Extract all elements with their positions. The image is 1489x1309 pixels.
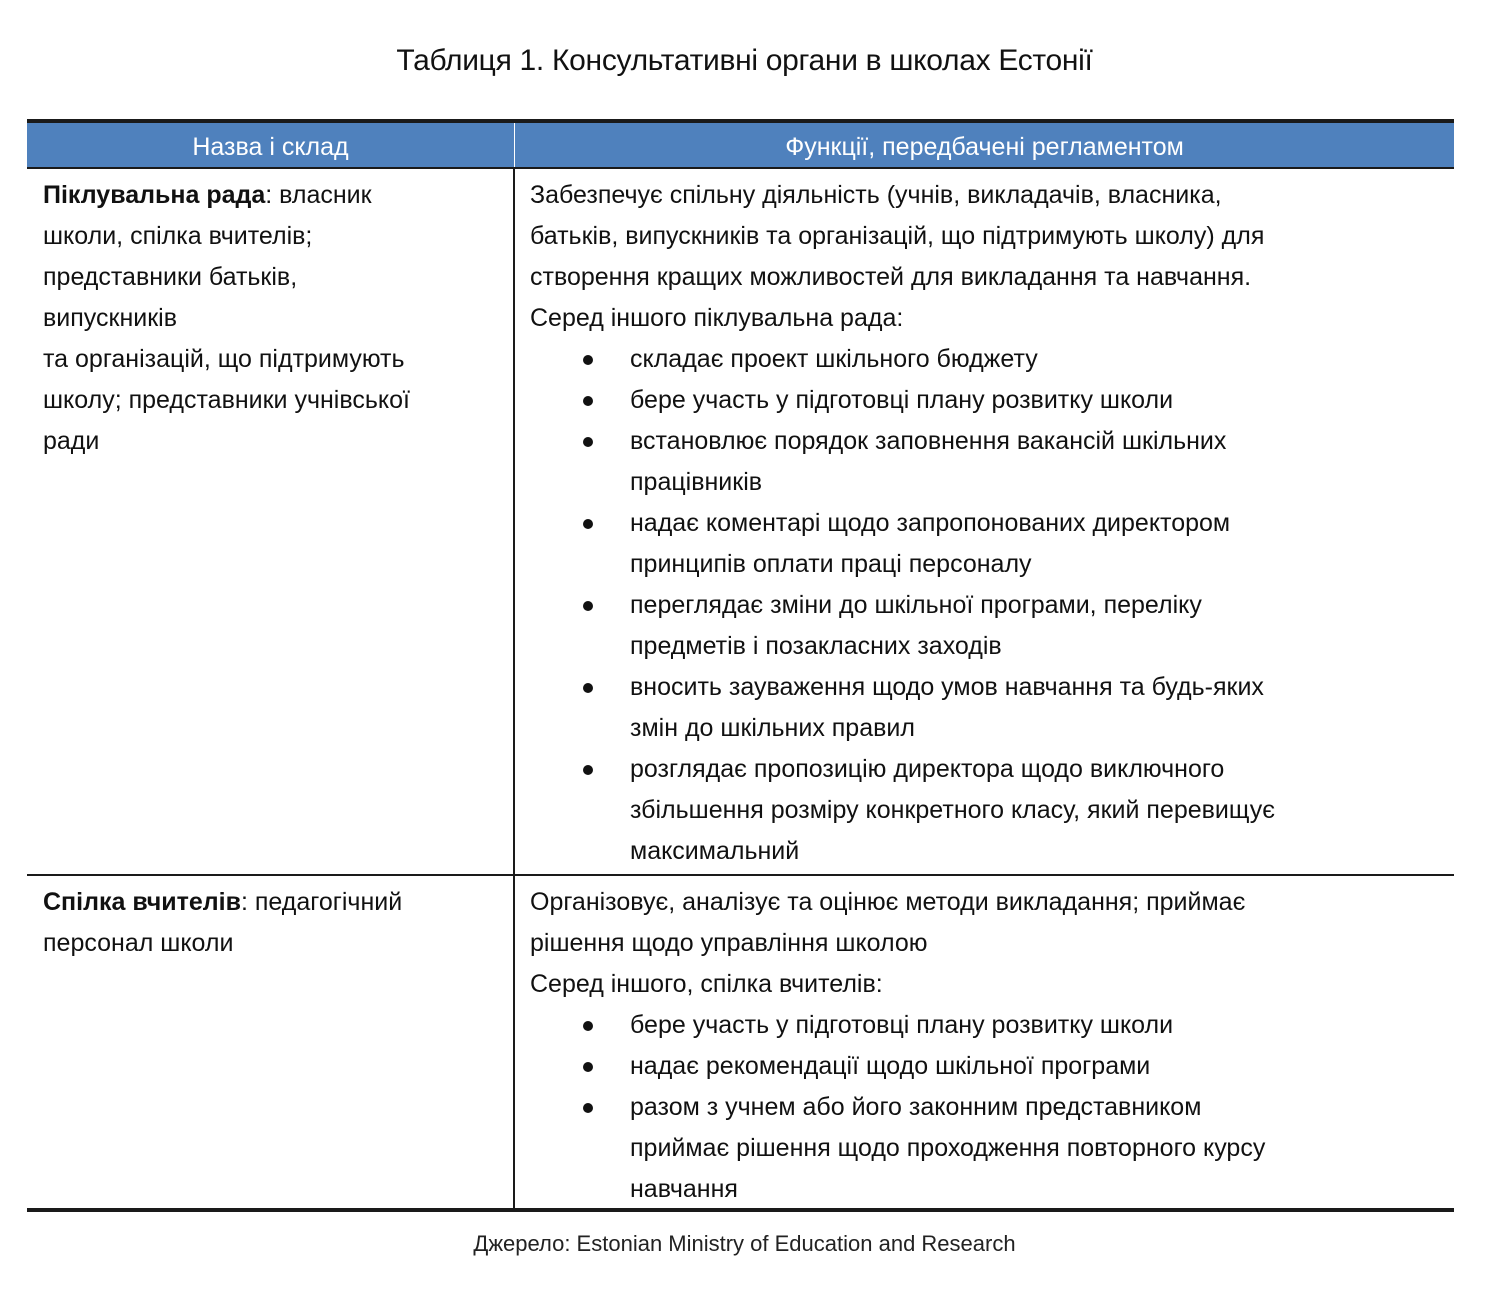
bullet-text: предметів і позакласних заходів (630, 632, 1002, 660)
consultative-bodies-table (27, 119, 1454, 1212)
bullet-icon (583, 1062, 593, 1072)
bullet-text: змін до шкільних правил (630, 714, 915, 742)
composition-line: школу; представники учнівської (43, 386, 410, 414)
row-functions-cell (515, 876, 1454, 1208)
bullet-item (530, 749, 1442, 872)
bullet-text: бере участь у підготовці плану розвитку школи (630, 386, 1174, 414)
composition-line: та організацій, що підтримують (43, 345, 405, 373)
row-functions-cell (515, 169, 1454, 874)
composition-line: школи, спілка вчителів; (43, 222, 313, 250)
name-first-line (43, 882, 503, 923)
bullet-icon (583, 396, 593, 406)
bullet-text: встановлює порядок заповнення вакансій шкільних (630, 427, 1227, 455)
bullet-icon (583, 601, 593, 611)
functions-intro-line: Забезпечує спільну діяльність (учнів, викладачів, власника, (530, 181, 1222, 209)
bullet-icon (583, 437, 593, 447)
composition-text: : педагогічний (241, 888, 403, 916)
header-name-composition: Назва і склад (27, 123, 515, 167)
bullet-text: разом з учнем або його законним представником (630, 1093, 1202, 1121)
bullet-text: навчання (630, 1175, 738, 1203)
composition-text: : власник (265, 181, 372, 209)
row-name-cell (27, 876, 515, 1208)
bullet-item (530, 503, 1442, 585)
functions-bullet-list (530, 339, 1442, 872)
composition-line: представники батьків, (43, 263, 298, 291)
bullet-item (530, 1005, 1442, 1046)
table-title: Таблиця 1. Консультативні органи в школах Естонії (396, 44, 1093, 77)
bullet-item (530, 421, 1442, 503)
composition-line: персонал школи (43, 929, 234, 957)
name-first-line (43, 175, 503, 216)
body-name: Спілка вчителів (43, 888, 241, 916)
bullet-text: надає рекомендації щодо шкільної програми (630, 1052, 1151, 1080)
source-note: Джерело: Estonian Ministry of Education and Research (473, 1231, 1016, 1256)
functions-intro-line: Серед іншого, спілка вчителів: (530, 970, 883, 998)
bullet-icon (583, 355, 593, 365)
table-header-row (27, 123, 1454, 169)
bullet-text: максимальний (630, 837, 800, 865)
bullet-text: розглядає пропозицію директора щодо виключного (630, 755, 1225, 783)
composition-line: випускників (43, 304, 177, 332)
bullet-item (530, 667, 1442, 749)
bullet-text: складає проект шкільного бюджету (630, 345, 1038, 373)
functions-intro-line: рішення щодо управління школою (530, 929, 928, 957)
bullet-text: надає коментарі щодо запропонованих директором (630, 509, 1231, 537)
functions-intro-line: батьків, випускників та організацій, що підтримують школу) для (530, 222, 1265, 250)
header-functions: Функції, передбачені регламентом (785, 132, 1184, 161)
bullet-text: працівників (630, 468, 763, 496)
functions-intro-line: Серед іншого піклувальна рада: (530, 304, 904, 332)
body-name: Піклувальна рада (43, 181, 266, 209)
row-name-cell (27, 169, 515, 874)
table-row (27, 169, 1454, 874)
functions-intro-line: Організовує, аналізує та оцінює методи викладання; приймає (530, 888, 1246, 916)
bullet-item (530, 339, 1442, 380)
bullet-text: вносить зауваження щодо умов навчання та будь-яких (630, 673, 1264, 701)
bullet-icon (583, 1103, 593, 1113)
bullet-item (530, 380, 1442, 421)
bullet-icon (583, 683, 593, 693)
bullet-item (530, 1087, 1442, 1210)
table-row (27, 874, 1454, 1208)
bullet-icon (583, 765, 593, 775)
composition-line: ради (43, 427, 100, 455)
bullet-text: принципів оплати праці персоналу (630, 550, 1032, 578)
bullet-text: збільшення розміру конкретного класу, який перевищує (630, 796, 1275, 824)
bullet-item (530, 1046, 1442, 1087)
bullet-icon (583, 519, 593, 529)
bullet-item (530, 585, 1442, 667)
functions-intro-line: створення кращих можливостей для викладання та навчання. (530, 263, 1252, 291)
functions-bullet-list (530, 1005, 1442, 1210)
bullet-text: переглядає зміни до шкільної програми, переліку (630, 591, 1202, 619)
bullet-text: бере участь у підготовці плану розвитку школи (630, 1011, 1174, 1039)
bullet-text: приймає рішення щодо проходження повторного курсу (630, 1134, 1266, 1162)
bullet-icon (583, 1021, 593, 1031)
